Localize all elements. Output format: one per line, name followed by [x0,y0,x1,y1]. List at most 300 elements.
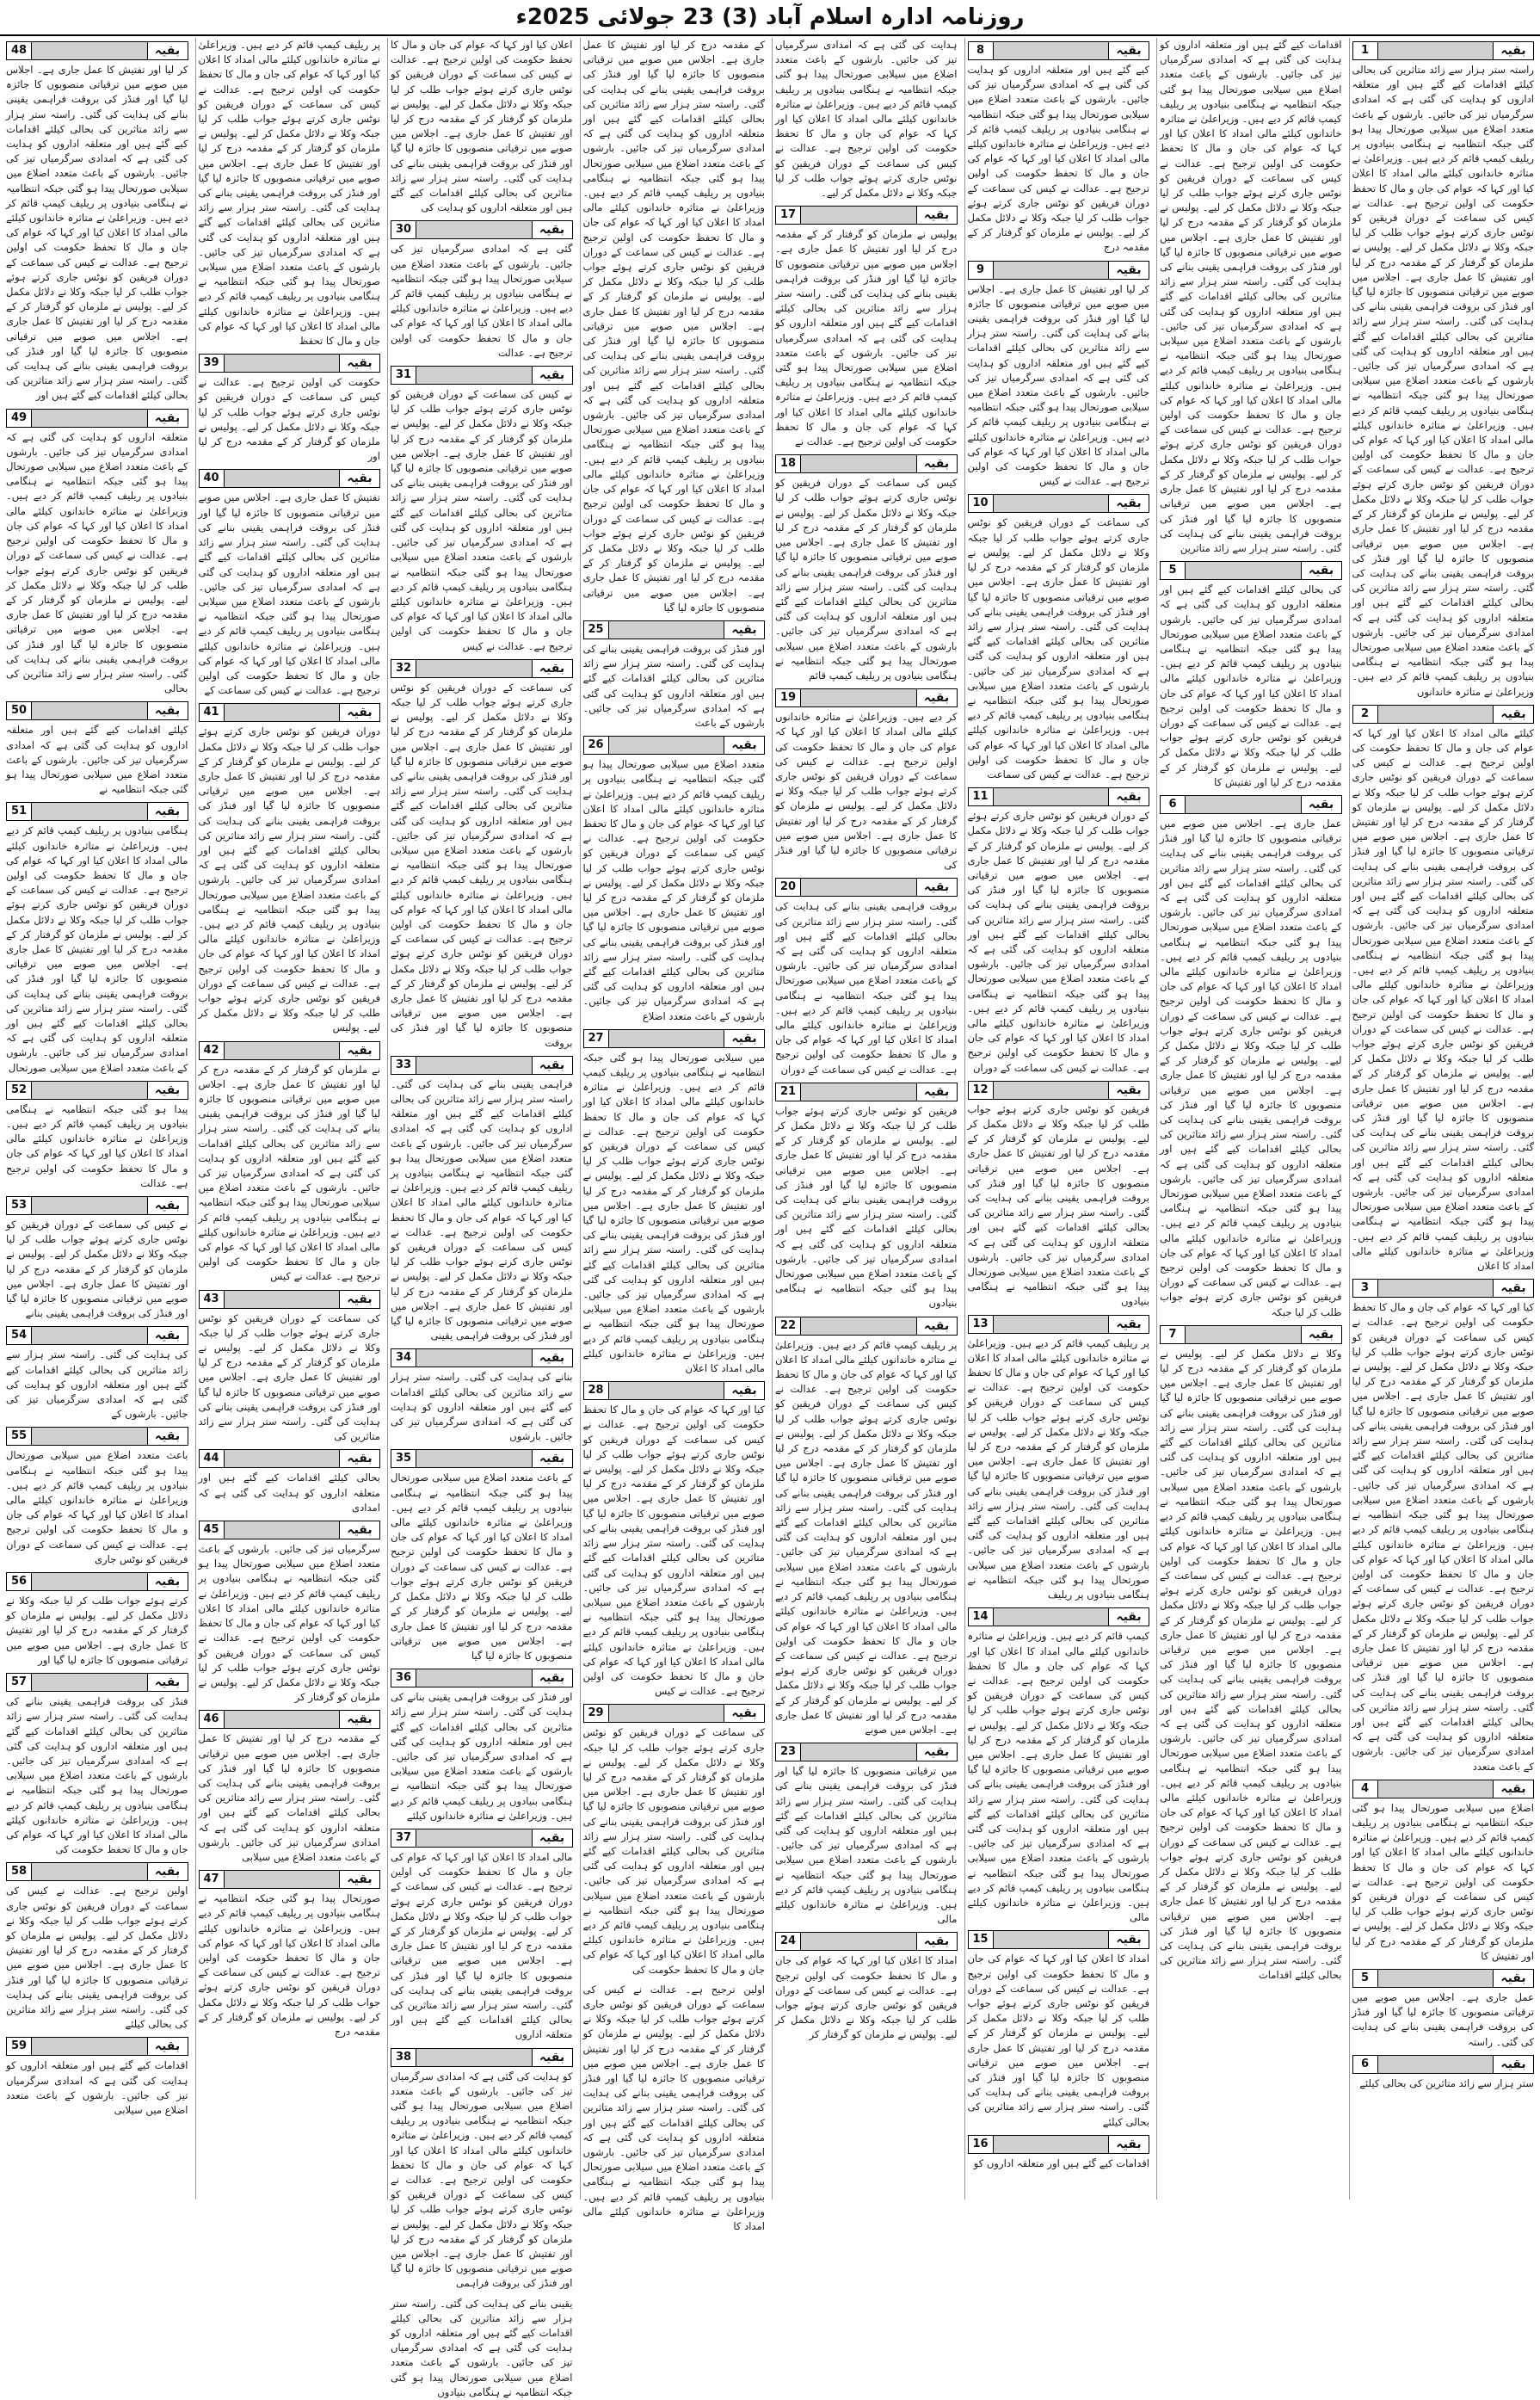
continuation-label: بقیہ [917,1743,958,1761]
header-band [416,1669,533,1687]
header-band [994,1930,1110,1949]
article-text: کیے گئے ہیں اور متعلقہ اداروں کو ہدایت کی گئی ہے کہ امدادی سرگرمیاں تیز کی جائیں۔ بارشوں کے باعث متعدد اضلاع میں سیلابی صورتحال پیدا ہو گئی جبکہ انتظامیہ نے ہنگامی بنیادوں پر ریلیف کیمپ قائم کر دیے ہیں۔ وزیراعلیٰ نے متاثرہ خاندانوں کیلئے مالی امداد کا اعلان کیا اور کہا کہ عوام کی جان و مال کا تحفظ حکومت کی اولین ترجیح ہے۔ عدالت نے کیس کی سماعت کے دوران فریقین کو نوٹس جاری کرتے ہوئے جواب طلب کر لیا جبکہ وکلا نے دلائل مکمل کر لیے۔ پولیس نے ملزمان کو گرفتار کر کے مقدمہ درج [967,64,1149,254]
article-text: کیلئے مالی امداد کا اعلان کیا اور کہا کہ عوام کی جان و مال کا تحفظ حکومت کی اولین ترجیح ہے۔ عدالت نے کیس کی سماعت کے دوران فریقین کو نوٹس جاری کرتے ہوئے جواب طلب کر لیا جبکہ وکلا نے دلائل مکمل کر لیے۔ پولیس نے ملزمان کو گرفتار کر کے مقدمہ درج کر لیا اور تفتیش کا عمل جاری ہے۔ اجلاس میں صوبے میں ترقیاتی منصوبوں کا جائزہ لیا گیا اور فنڈز کی بروقت فراہمی یقینی بنانے کی ہدایت کی گئی۔ راستہ ستر ہزار سے زائد متاثرین کی بحالی کیلئے اقدامات کیے گئے ہیں اور متعلقہ اداروں کو ہدایت کی گئی ہے کہ امدادی سرگرمیاں تیز کی جائیں۔ بارشوں کے باعث متعدد اضلاع میں سیلابی صورتحال پیدا ہو گئی جبکہ انتظامیہ نے ہنگامی بنیادوں پر ریلیف کیمپ قائم کر دیے ہیں۔ وزیراعلیٰ نے متاثرہ خاندانوں کیلئے مالی امداد کا اعلان کیا اور کہا کہ عوام کی جان و مال کا تحفظ حکومت کی اولین ترجیح ہے۔ عدالت نے کیس کی سماعت کے دوران فریقین کو نوٹس جاری کرتے ہوئے جواب طلب کر لیا جبکہ وکلا نے دلائل مکمل کر لیے۔ پولیس نے ملزمان کو گرفتار کر کے مقدمہ درج کر لیا اور تفتیش کا عمل جاری ہے۔ اجلاس میں صوبے میں ترقیاتی منصوبوں کا جائزہ لیا گیا اور فنڈز کی بروقت فراہمی یقینی بنانے کی ہدایت کی گئی۔ راستہ ستر ہزار سے زائد متاثرین کی بحالی کیلئے اقدامات کیے گئے ہیں اور متعلقہ اداروں کو ہدایت کی گئی ہے کہ امدادی سرگرمیاں تیز کی جائیں۔ بارشوں کے باعث متعدد اضلاع میں سیلابی صورتحال پیدا ہو گئی جبکہ انتظامیہ نے ہنگامی بنیادوں پر ریلیف کیمپ قائم کر دیے ہیں۔ وزیراعلیٰ نے متاثرہ خاندانوں کیلئے مالی امداد کا اعلان [1352,726,1534,1273]
continuation-block [391,1056,573,1344]
continuation-number: 31 [391,366,416,385]
continuation-header [6,1572,188,1591]
continuation-number: 26 [583,736,609,755]
continuation-label: بقیہ [1109,787,1149,806]
continuation-header [1352,1279,1535,1298]
continuation-label: بقیہ [533,1669,573,1687]
continuation-header [6,2037,188,2056]
header-band [801,878,917,897]
header-band [416,659,533,678]
article-text: کے دوران فریقین کو نوٹس جاری کرتے ہوئے جواب طلب کر لیا جبکہ وکلا نے دلائل مکمل کر لیے۔ پولیس نے ملزمان کو گرفتار کر کے مقدمہ درج کر لیا اور تفتیش کا عمل جاری ہے۔ اجلاس میں صوبے میں ترقیاتی منصوبوں کا جائزہ لیا گیا اور فنڈز کی بروقت فراہمی یقینی بنانے کی ہدایت کی گئی۔ راستہ ستر ہزار سے زائد متاثرین کی بحالی کیلئے اقدامات کیے گئے ہیں اور متعلقہ اداروں کو ہدایت کی گئی ہے کہ امدادی سرگرمیاں تیز کی جائیں۔ بارشوں کے باعث متعدد اضلاع میں سیلابی صورتحال پیدا ہو گئی جبکہ انتظامیہ نے ہنگامی بنیادوں پر ریلیف کیمپ قائم کر دیے ہیں۔ وزیراعلیٰ نے متاثرہ خاندانوں کیلئے مالی امداد کا اعلان کیا اور کہا کہ عوام کی جان و مال کا تحفظ حکومت کی اولین ترجیح ہے۔ عدالت نے کیس کی سماعت کے دوران [967,810,1149,1074]
news-column-4 [772,38,960,2199]
header-band [994,1081,1110,1100]
continuation-header [583,1381,766,1400]
article-text: کی سماعت کے دوران فریقین کو نوٹس جاری کرتے ہوئے جواب طلب کر لیا جبکہ وکلا نے دلائل مکمل کر لیے۔ پولیس نے ملزمان کو گرفتار کر کے مقدمہ درج کر لیا اور تفتیش کا عمل جاری ہے۔ اجلاس میں صوبے میں ترقیاتی منصوبوں کا جائزہ لیا گیا اور فنڈز کی بروقت فراہمی یقینی بنانے کی ہدایت کی گئی۔ راستہ ستر ہزار سے زائد متاثرین کی [198,1311,380,1443]
continuation-header [968,2135,1150,2154]
continuation-label: بقیہ [148,2037,188,2056]
header-band [32,1196,148,1215]
continuation-block [199,1041,381,1285]
continuation-header [583,1704,766,1723]
continuation-header [775,688,958,707]
continuation-number: 47 [199,1870,225,1889]
continuation-block [6,802,188,1075]
continuation-label: بقیہ [724,1029,765,1048]
continuation-header [583,736,766,755]
continuation-header [968,494,1150,513]
news-column-1 [1349,38,1537,2199]
news-column-7 [195,38,384,2199]
columns-container [3,38,1537,2398]
continuation-number: 22 [775,1317,801,1336]
article-text: اعلان کیا اور کہا کہ عوام کی جان و مال کا تحفظ حکومت کی اولین ترجیح ہے۔ عدالت نے کیس کی سماعت کے دوران فریقین کو نوٹس جاری کرتے ہوئے جواب طلب کر لیا جبکہ وکلا نے دلائل مکمل کر لیے۔ پولیس نے ملزمان کو گرفتار کر کے مقدمہ درج کر لیا اور تفتیش کا عمل جاری ہے۔ اجلاس میں صوبے میں ترقیاتی منصوبوں کا جائزہ لیا گیا اور فنڈز کی بروقت فراہمی یقینی بنانے کی ہدایت کی گئی۔ راستہ ستر ہزار سے زائد متاثرین کی بحالی کیلئے اقدامات کیے گئے ہیں اور متعلقہ اداروں کو ہدایت کی [391,39,573,214]
continuation-header [1352,2055,1535,2074]
article-text: عمل جاری ہے۔ اجلاس میں صوبے میں ترقیاتی منصوبوں کا جائزہ لیا گیا اور فنڈز کی بروقت فراہمی یقینی بنانے کی ہدایت کی گئی۔ راستہ [1352,1990,1534,2048]
continuation-label: بقیہ [340,1521,380,1539]
continuation-header [391,1829,573,1848]
header-band [1378,2055,1494,2074]
continuation-label: بقیہ [340,1290,380,1309]
continuation-number: 13 [968,1315,994,1334]
header-band [225,1710,341,1729]
article-text: راستہ ستر ہزار سے زائد متاثرین کی بحالی کیلئے اقدامات کیے گئے ہیں اور متعلقہ اداروں کو ہدایت کی گئی ہے کہ امدادی سرگرمیاں تیز کی جائیں۔ بارشوں کے باعث متعدد اضلاع میں سیلابی صورتحال پیدا ہو گئی جبکہ انتظامیہ نے ہنگامی بنیادوں پر ریلیف کیمپ قائم کر دیے ہیں۔ وزیراعلیٰ نے متاثرہ خاندانوں کیلئے مالی امداد کا اعلان کیا اور کہا کہ عوام کی جان و مال کا تحفظ حکومت کی اولین ترجیح ہے۔ عدالت نے کیس کی سماعت کے دوران فریقین کو نوٹس جاری کرتے ہوئے جواب طلب کر لیا جبکہ وکلا نے دلائل مکمل کر لیے۔ پولیس نے ملزمان کو گرفتار کر کے مقدمہ درج کر لیا اور تفتیش کا عمل جاری ہے۔ اجلاس میں صوبے میں ترقیاتی منصوبوں کا جائزہ لیا گیا اور فنڈز کی بروقت فراہمی یقینی بنانے کی ہدایت کی گئی۔ راستہ ستر ہزار سے زائد متاثرین کی بحالی کیلئے اقدامات کیے گئے ہیں اور متعلقہ اداروں کو ہدایت کی گئی ہے کہ امدادی سرگرمیاں تیز کی جائیں۔ بارشوں کے باعث متعدد اضلاع میں سیلابی صورتحال پیدا ہو گئی جبکہ انتظامیہ نے ہنگامی بنیادوں پر ریلیف کیمپ قائم کر دیے ہیں۔ وزیراعلیٰ نے متاثرہ خاندانوں کیلئے مالی امداد کا اعلان کیا اور کہا کہ عوام کی جان و مال کا تحفظ حکومت کی اولین ترجیح ہے۔ عدالت نے کیس کی سماعت کے دوران فریقین کو نوٹس جاری کرتے ہوئے جواب طلب کر لیا جبکہ وکلا نے دلائل مکمل کر لیے۔ پولیس نے ملزمان کو گرفتار کر کے مقدمہ درج کر لیا اور تفتیش کا عمل جاری ہے۔ اجلاس میں صوبے میں ترقیاتی منصوبوں کا جائزہ لیا گیا اور فنڈز کی بروقت فراہمی یقینی بنانے کی ہدایت کی گئی۔ راستہ ستر ہزار سے زائد متاثرین کی بحالی کیلئے اقدامات کیے گئے ہیں اور متعلقہ اداروں کو ہدایت کی گئی ہے کہ امدادی سرگرمیاں تیز کی جائیں۔ بارشوں کے باعث متعدد اضلاع میں سیلابی صورتحال پیدا ہو گئی جبکہ انتظامیہ نے ہنگامی بنیادوں پر ریلیف کیمپ قائم کر دیے ہیں۔ وزیراعلیٰ نے متاثرہ خاندانوں [1352,64,1534,698]
header-band [1378,1279,1494,1298]
news-column-2 [1156,38,1345,2199]
continuation-header [775,1932,958,1951]
header-band [32,1862,148,1881]
continuation-label: بقیہ [148,1081,188,1100]
header-band [1186,561,1302,580]
continuation-header [6,1862,188,1881]
continuation-block [6,2037,188,2118]
news-column-8 [3,38,191,2199]
article-text: ہنگامی بنیادوں پر ریلیف کیمپ قائم کر دیے ہیں۔ وزیراعلیٰ نے متاثرہ خاندانوں کیلئے مالی امداد کا اعلان کیا اور کہا کہ عوام کی جان و مال کا تحفظ حکومت کی اولین ترجیح ہے۔ عدالت نے کیس کی سماعت کے دوران فریقین کو نوٹس جاری کرتے ہوئے جواب طلب کر لیا جبکہ وکلا نے دلائل مکمل کر لیے۔ پولیس نے ملزمان کو گرفتار کر کے مقدمہ درج کر لیا اور تفتیش کا عمل جاری ہے۔ اجلاس میں صوبے میں ترقیاتی منصوبوں کا جائزہ لیا گیا اور فنڈز کی بروقت فراہمی یقینی بنانے کی ہدایت کی گئی۔ راستہ ستر ہزار سے زائد متاثرین کی بحالی کیلئے اقدامات کیے گئے ہیں اور متعلقہ اداروں کو ہدایت کی گئی ہے کہ امدادی سرگرمیاں تیز کی جائیں۔ بارشوں کے باعث متعدد اضلاع میں سیلابی صورتحال [6,824,188,1074]
continuation-label: بقیہ [917,878,958,897]
article-text: میں سیلابی صورتحال پیدا ہو گئی جبکہ انتظامیہ نے ہنگامی بنیادوں پر ریلیف کیمپ قائم کر دیے ہیں۔ وزیراعلیٰ نے متاثرہ خاندانوں کیلئے مالی امداد کا اعلان کیا اور کہا کہ عوام کی جان و مال کا تحفظ حکومت کی اولین ترجیح ہے۔ عدالت نے کیس کی سماعت کے دوران فریقین کو نوٹس جاری کرتے ہوئے جواب طلب کر لیا جبکہ وکلا نے دلائل مکمل کر لیے۔ پولیس نے ملزمان کو گرفتار کر کے مقدمہ درج کر لیا اور تفتیش کا عمل جاری ہے۔ اجلاس میں صوبے میں ترقیاتی منصوبوں کا جائزہ لیا گیا اور فنڈز کی بروقت فراہمی یقینی بنانے کی ہدایت کی گئی۔ راستہ ستر ہزار سے زائد متاثرین کی بحالی کیلئے اقدامات کیے گئے ہیں اور متعلقہ اداروں کو ہدایت کی گئی ہے کہ امدادی سرگرمیاں تیز کی جائیں۔ بارشوں کے باعث متعدد اضلاع میں سیلابی صورتحال پیدا ہو گئی جبکہ انتظامیہ نے ہنگامی بنیادوں پر ریلیف کیمپ قائم کر دیے ہیں۔ وزیراعلیٰ نے متاثرہ خاندانوں کیلئے مالی امداد کا اعلان [582,1051,765,1375]
continuation-block [775,1083,958,1311]
article-text: متعدد اضلاع میں سیلابی صورتحال پیدا ہو گئی جبکہ انتظامیہ نے ہنگامی بنیادوں پر ریلیف کیمپ قائم کر دیے ہیں۔ وزیراعلیٰ نے متاثرہ خاندانوں کیلئے مالی امداد کا اعلان کیا اور کہا کہ عوام کی جان و مال کا تحفظ حکومت کی اولین ترجیح ہے۔ عدالت نے کیس کی سماعت کے دوران فریقین کو نوٹس جاری کرتے ہوئے جواب طلب کر لیا جبکہ وکلا نے دلائل مکمل کر لیے۔ پولیس نے ملزمان کو گرفتار کر کے مقدمہ درج کر لیا اور تفتیش کا عمل جاری ہے۔ اجلاس میں صوبے میں ترقیاتی منصوبوں کا جائزہ لیا گیا اور فنڈز کی بروقت فراہمی یقینی بنانے کی ہدایت کی گئی۔ راستہ ستر ہزار سے زائد متاثرین کی بحالی کیلئے اقدامات کیے گئے ہیں اور متعلقہ اداروں کو ہدایت کی گئی ہے کہ امدادی سرگرمیاں تیز کی جائیں۔ بارشوں کے باعث متعدد اضلاع [582,758,765,1022]
article-text: کر دیے ہیں۔ وزیراعلیٰ نے متاثرہ خاندانوں کیلئے مالی امداد کا اعلان کیا اور کہا کہ عوام کی جان و مال کا تحفظ حکومت کی اولین ترجیح ہے۔ عدالت نے کیس کی سماعت کے دوران فریقین کو نوٹس جاری کرتے ہوئے جواب طلب کر لیا جبکہ وکلا نے دلائل مکمل کر لیے۔ پولیس نے ملزمان کو گرفتار کر کے مقدمہ درج کر لیا اور تفتیش کا عمل جاری ہے۔ اجلاس میں صوبے میں ترقیاتی منصوبوں کا جائزہ لیا گیا اور فنڈز کی [775,711,958,872]
continuation-header [1352,41,1535,60]
continuation-number: 55 [6,1427,32,1446]
continuation-label: بقیہ [148,1572,188,1591]
continuation-block [6,1572,188,1668]
article-text: کی بحالی کیلئے اقدامات کیے گئے ہیں اور متعلقہ اداروں کو ہدایت کی گئی ہے کہ امدادی سرگرمیاں تیز کی جائیں۔ بارشوں کے باعث متعدد اضلاع میں سیلابی صورتحال پیدا ہو گئی جبکہ انتظامیہ نے ہنگامی بنیادوں پر ریلیف کیمپ قائم کر دیے ہیں۔ وزیراعلیٰ نے متاثرہ خاندانوں کیلئے مالی امداد کا اعلان کیا اور کہا کہ عوام کی جان و مال کا تحفظ حکومت کی اولین ترجیح ہے۔ عدالت نے کیس کی سماعت کے دوران فریقین کو نوٹس جاری کرتے ہوئے جواب طلب کر لیا جبکہ وکلا نے دلائل مکمل کر لیے۔ پولیس نے ملزمان کو گرفتار کر کے مقدمہ درج کر لیا اور تفتیش کا [1160,583,1342,788]
continuation-block [583,1381,766,1699]
header-band [801,454,917,473]
header-band [416,1449,533,1468]
continuation-number: 58 [6,1862,32,1881]
article-text: باعث متعدد اضلاع میں سیلابی صورتحال پیدا ہو گئی جبکہ انتظامیہ نے ہنگامی بنیادوں پر ریلیف کیمپ قائم کر دیے ہیں۔ وزیراعلیٰ نے متاثرہ خاندانوں کیلئے مالی امداد کا اعلان کیا اور کہا کہ عوام کی جان و مال کا تحفظ حکومت کی اولین ترجیح ہے۔ عدالت نے کیس کی سماعت کے دوران فریقین کو نوٹس جاری [6,1449,188,1565]
article-text: میں ترقیاتی منصوبوں کا جائزہ لیا گیا اور فنڈز کی بروقت فراہمی یقینی بنانے کی ہدایت کی گئی۔ راستہ ستر ہزار سے زائد متاثرین کی بحالی کیلئے اقدامات کیے گئے ہیں اور متعلقہ اداروں کو ہدایت کی گئی ہے کہ امدادی سرگرمیاں تیز کی جائیں۔ بارشوں کے باعث متعدد اضلاع میں سیلابی صورتحال پیدا ہو گئی جبکہ انتظامیہ نے ہنگامی بنیادوں پر ریلیف کیمپ قائم کر دیے ہیں۔ وزیراعلیٰ نے متاثرہ خاندانوں کیلئے مالی [775,1765,958,1926]
continuation-header [775,1083,958,1101]
continuation-block [1352,705,1535,1274]
header-band [32,1572,148,1591]
news-column-3 [964,38,1153,2199]
continuation-header [775,206,958,225]
header-band [416,220,533,239]
continuation-block [968,41,1150,256]
continuation-header [6,1326,188,1345]
header-band [609,1029,725,1048]
header-band [32,1427,148,1446]
continuation-label: بقیہ [148,802,188,821]
article-text: فریقین کو نوٹس جاری کرتے ہوئے جواب طلب کر لیا جبکہ وکلا نے دلائل مکمل کر لیے۔ پولیس نے ملزمان کو گرفتار کر کے مقدمہ درج کر لیا اور تفتیش کا عمل جاری ہے۔ اجلاس میں صوبے میں ترقیاتی منصوبوں کا جائزہ لیا گیا اور فنڈز کی بروقت فراہمی یقینی بنانے کی ہدایت کی گئی۔ راستہ ستر ہزار سے زائد متاثرین کی بحالی کیلئے اقدامات کیے گئے ہیں اور متعلقہ اداروں کو ہدایت کی گئی ہے کہ امدادی سرگرمیاں تیز کی جائیں۔ بارشوں کے باعث متعدد اضلاع میں سیلابی صورتحال پیدا ہو گئی جبکہ انتظامیہ نے ہنگامی بنیادوں [775,1104,958,1310]
article-text: یقینی بنانے کی ہدایت کی گئی۔ راستہ ستر ہزار سے زائد متاثرین کی بحالی کیلئے اقدامات کیے گئے ہیں اور متعلقہ اداروں کو ہدایت کی گئی ہے کہ امدادی سرگرمیاں تیز کی جائیں۔ بارشوں کے باعث متعدد اضلاع میں سیلابی صورتحال پیدا ہو گئی جبکہ انتظامیہ نے ہنگامی بنیادوں [391,2297,573,2398]
article-text: سرگرمیاں تیز کی جائیں۔ بارشوں کے باعث متعدد اضلاع میں سیلابی صورتحال پیدا ہو گئی جبکہ انتظامیہ نے ہنگامی بنیادوں پر ریلیف کیمپ قائم کر دیے ہیں۔ وزیراعلیٰ نے متاثرہ خاندانوں کیلئے مالی امداد کا اعلان کیا اور کہا کہ عوام کی جان و مال کا تحفظ حکومت کی اولین ترجیح ہے۔ عدالت نے کیس کی سماعت کے دوران فریقین کو نوٹس جاری کرتے ہوئے جواب طلب کر لیا جبکہ وکلا نے دلائل مکمل کر لیے۔ پولیس نے ملزمان کو گرفتار کر [198,1543,380,1704]
continuation-block [1352,1969,1535,2050]
continuation-label: بقیہ [340,1041,380,1060]
article-text: عمل جاری ہے۔ اجلاس میں صوبے میں ترقیاتی منصوبوں کا جائزہ لیا گیا اور فنڈز کی بروقت فراہمی یقینی بنانے کی ہدایت کی گئی۔ راستہ ستر ہزار سے زائد متاثرین کی بحالی کیلئے اقدامات کیے گئے ہیں اور متعلقہ اداروں کو ہدایت کی گئی ہے کہ امدادی سرگرمیاں تیز کی جائیں۔ بارشوں کے باعث متعدد اضلاع میں سیلابی صورتحال پیدا ہو گئی جبکہ انتظامیہ نے ہنگامی بنیادوں پر ریلیف کیمپ قائم کر دیے ہیں۔ وزیراعلیٰ نے متاثرہ خاندانوں کیلئے مالی امداد کا اعلان کیا اور کہا کہ عوام کی جان و مال کا تحفظ حکومت کی اولین ترجیح ہے۔ عدالت نے کیس کی سماعت کے دوران فریقین کو نوٹس جاری کرتے ہوئے جواب طلب کر لیا جبکہ وکلا نے دلائل مکمل کر لیے۔ پولیس نے ملزمان کو گرفتار کر کے مقدمہ درج کر لیا اور تفتیش کا عمل جاری ہے۔ اجلاس میں صوبے میں ترقیاتی منصوبوں کا جائزہ لیا گیا اور فنڈز کی بروقت فراہمی یقینی بنانے کی ہدایت کی گئی۔ راستہ ستر ہزار سے زائد متاثرین کی بحالی کیلئے اقدامات کیے گئے ہیں اور متعلقہ اداروں کو ہدایت کی گئی ہے کہ امدادی سرگرمیاں تیز کی جائیں۔ بارشوں کے باعث متعدد اضلاع میں سیلابی صورتحال پیدا ہو گئی جبکہ انتظامیہ نے ہنگامی بنیادوں پر ریلیف کیمپ قائم کر دیے ہیں۔ وزیراعلیٰ نے متاثرہ خاندانوں کیلئے مالی امداد کا اعلان کیا اور کہا کہ عوام کی جان و مال کا تحفظ حکومت کی اولین ترجیح ہے۔ عدالت نے کیس کی سماعت کے دوران فریقین کو نوٹس جاری کرتے ہوئے جواب طلب کر لیا جبکہ [1160,817,1342,1318]
continuation-label: بقیہ [1494,41,1534,60]
continuation-block [199,1870,381,2039]
continuation-block [6,701,188,797]
continuation-header [6,802,188,821]
continuation-block [968,261,1150,490]
continuation-number: 9 [968,261,994,280]
continuation-block [968,787,1150,1076]
continuation-label: بقیہ [148,1427,188,1446]
continuation-header [968,1930,1150,1949]
continuation-label: بقیہ [533,1829,573,1848]
continuation-label: بقیہ [148,1196,188,1215]
header-band [1378,705,1494,724]
continuation-label: بقیہ [340,703,380,722]
continuation-number: 14 [968,1607,994,1626]
article-text: کرتے ہوئے جواب طلب کر لیا جبکہ وکلا نے دلائل مکمل کر لیے۔ پولیس نے ملزمان کو گرفتار کر کے مقدمہ درج کر لیا اور تفتیش کا عمل جاری ہے۔ اجلاس میں صوبے میں ترقیاتی منصوبوں کا جائزہ لیا گیا اور [6,1595,188,1666]
continuation-number: 39 [199,354,225,373]
header-band [994,787,1110,806]
article-text: پولیس نے ملزمان کو گرفتار کر کے مقدمہ درج کر لیا اور تفتیش کا عمل جاری ہے۔ اجلاس میں صوبے میں ترقیاتی منصوبوں کا جائزہ لیا گیا اور فنڈز کی بروقت فراہمی یقینی بنانے کی ہدایت کی گئی۔ راستہ ستر ہزار سے زائد متاثرین کی بحالی کیلئے اقدامات کیے گئے ہیں اور متعلقہ اداروں کو ہدایت کی گئی ہے کہ امدادی سرگرمیاں تیز کی جائیں۔ بارشوں کے باعث متعدد اضلاع میں سیلابی صورتحال پیدا ہو گئی جبکہ انتظامیہ نے ہنگامی بنیادوں پر ریلیف کیمپ قائم کر دیے ہیں۔ وزیراعلیٰ نے متاثرہ خاندانوں کیلئے مالی امداد کا اعلان کیا اور کہا کہ عوام کی جان و مال کا تحفظ حکومت کی اولین ترجیح ہے۔ عدالت نے [775,228,958,448]
article-text: نے کیس کی سماعت کے دوران فریقین کو نوٹس جاری کرتے ہوئے جواب طلب کر لیا جبکہ وکلا نے دلائل مکمل کر لیے۔ پولیس نے ملزمان کو گرفتار کر کے مقدمہ درج کر لیا اور تفتیش کا عمل جاری ہے۔ اجلاس میں صوبے میں ترقیاتی منصوبوں کا جائزہ لیا گیا اور فنڈز کی بروقت فراہمی یقینی بنانے [6,1219,188,1320]
continuation-block [583,1029,766,1376]
header-band [1378,41,1494,60]
continuation-number: 41 [199,703,225,722]
continuation-block [1160,795,1342,1320]
continuation-label: بقیہ [340,1449,380,1468]
continuation-label: بقیہ [340,1870,380,1889]
continuation-header [6,1081,188,1100]
article-text: پر ریلیف کیمپ قائم کر دیے ہیں۔ وزیراعلیٰ نے متاثرہ خاندانوں کیلئے مالی امداد کا اعلان کیا اور کہا کہ عوام کی جان و مال کا تحفظ حکومت کی اولین ترجیح ہے۔ عدالت نے کیس کی سماعت کے دوران فریقین کو نوٹس جاری کرتے ہوئے جواب طلب کر لیا جبکہ وکلا نے دلائل مکمل کر لیے۔ پولیس نے ملزمان کو گرفتار کر کے مقدمہ درج کر لیا اور تفتیش کا عمل جاری ہے۔ اجلاس میں صوبے میں ترقیاتی منصوبوں کا جائزہ لیا گیا اور فنڈز کی بروقت فراہمی یقینی بنانے کی ہدایت کی گئی۔ راستہ ستر ہزار سے زائد متاثرین کی بحالی کیلئے اقدامات کیے گئے ہیں اور متعلقہ اداروں کو ہدایت کی گئی ہے کہ امدادی سرگرمیاں تیز کی جائیں۔ بارشوں کے باعث متعدد اضلاع میں سیلابی صورتحال پیدا ہو گئی جبکہ انتظامیہ نے ہنگامی بنیادوں پر ریلیف [967,1336,1149,1601]
continuation-number: 23 [775,1743,801,1761]
article-text: حکومت کی اولین ترجیح ہے۔ عدالت نے کیس کی سماعت کے دوران فریقین کو نوٹس جاری کرتے ہوئے جواب طلب کر لیا جبکہ وکلا نے دلائل مکمل کر لیے۔ پولیس نے ملزمان کو گرفتار کر کے مقدمہ درج کر لیا اور [198,376,380,463]
continuation-number: 48 [6,41,32,60]
article-text: دوران فریقین کو نوٹس جاری کرتے ہوئے جواب طلب کر لیا جبکہ وکلا نے دلائل مکمل کر لیے۔ پولیس نے ملزمان کو گرفتار کر کے مقدمہ درج کر لیا اور تفتیش کا عمل جاری ہے۔ اجلاس میں صوبے میں ترقیاتی منصوبوں کا جائزہ لیا گیا اور فنڈز کی بروقت فراہمی یقینی بنانے کی ہدایت کی گئی۔ راستہ ستر ہزار سے زائد متاثرین کی بحالی کیلئے اقدامات کیے گئے ہیں اور متعلقہ اداروں کو ہدایت کی گئی ہے کہ امدادی سرگرمیاں تیز کی جائیں۔ بارشوں کے باعث متعدد اضلاع میں سیلابی صورتحال پیدا ہو گئی جبکہ انتظامیہ نے ہنگامی بنیادوں پر ریلیف کیمپ قائم کر دیے ہیں۔ وزیراعلیٰ نے متاثرہ خاندانوں کیلئے مالی امداد کا اعلان کیا اور کہا کہ عوام کی جان و مال کا تحفظ حکومت کی اولین ترجیح ہے۔ عدالت نے کیس کی سماعت کے دوران فریقین کو نوٹس جاری کرتے ہوئے جواب طلب کر لیا جبکہ وکلا نے دلائل مکمل کر لیے۔ پولیس [198,725,380,1034]
continuation-block [6,41,188,404]
continuation-label: بقیہ [917,1932,958,1951]
continuation-label: بقیہ [1109,41,1149,60]
continuation-number: 11 [968,787,994,806]
continuation-number: 20 [775,878,801,897]
header-band [416,2048,533,2067]
continuation-number: 5 [1160,561,1186,580]
continuation-number: 1 [1352,41,1378,60]
continuation-number: 37 [391,1829,416,1848]
continuation-label: بقیہ [1494,1969,1534,1988]
article-text: اور فنڈز کی بروقت فراہمی یقینی بنانے کی ہدایت کی گئی۔ راستہ ستر ہزار سے زائد متاثرین کی بحالی کیلئے اقدامات کیے گئے ہیں اور متعلقہ اداروں کو ہدایت کی گئی ہے کہ امدادی سرگرمیاں تیز کی جائیں۔ بارشوں کے باعث متعدد اضلاع میں سیلابی صورتحال پیدا ہو گئی جبکہ انتظامیہ نے ہنگامی بنیادوں پر ریلیف کیمپ قائم کر دیے ہیں۔ وزیراعلیٰ نے متاثرہ خاندانوں کیلئے [391,1691,573,1822]
continuation-header [968,41,1150,60]
continuation-label: بقیہ [533,366,573,385]
continuation-block [199,1290,381,1445]
continuation-block [968,494,1150,782]
continuation-header [583,1029,766,1048]
article-text: فنڈز کی بروقت فراہمی یقینی بنانے کی ہدایت کی گئی۔ راستہ ستر ہزار سے زائد متاثرین کی بحالی کیلئے اقدامات کیے گئے ہیں اور متعلقہ اداروں کو ہدایت کی گئی ہے کہ امدادی سرگرمیاں تیز کی جائیں۔ بارشوں کے باعث متعدد اضلاع میں سیلابی صورتحال پیدا ہو گئی جبکہ انتظامیہ نے ہنگامی بنیادوں پر ریلیف کیمپ قائم کر دیے ہیں۔ وزیراعلیٰ نے متاثرہ خاندانوں کیلئے مالی امداد کا اعلان کیا اور کہا کہ عوام کی جان و مال کا تحفظ حکومت کی [6,1695,188,1856]
continuation-label: بقیہ [724,736,765,755]
header-band [32,2037,148,2056]
continuation-number: 17 [775,206,801,225]
continuation-block [199,469,381,698]
continuation-block [6,1081,188,1191]
continuation-label: بقیہ [1302,795,1342,814]
continuation-block [1160,1325,1342,1984]
header-band [225,469,341,488]
continuation-label: بقیہ [533,1056,573,1075]
header-band [801,1932,917,1951]
continuation-number: 16 [968,2135,994,2154]
continuation-block [199,703,381,1035]
continuation-block [199,1710,381,1865]
continuation-number: 51 [6,802,32,821]
header-band [225,1521,341,1539]
continuation-label: بقیہ [533,659,573,678]
continuation-label: بقیہ [1109,1081,1149,1100]
header-band [225,1290,341,1309]
masthead-title: روزنامہ ادارہ اسلام آباد (3) 23 جولائی 2025ء [0,0,1540,36]
article-text: فراہمی یقینی بنانے کی ہدایت کی گئی۔ راستہ ستر ہزار سے زائد متاثرین کی بحالی کیلئے اقدامات کیے گئے ہیں اور متعلقہ اداروں کو ہدایت کی گئی ہے کہ امدادی سرگرمیاں تیز کی جائیں۔ بارشوں کے باعث متعدد اضلاع میں سیلابی صورتحال پیدا ہو گئی جبکہ انتظامیہ نے ہنگامی بنیادوں پر ریلیف کیمپ قائم کر دیے ہیں۔ وزیراعلیٰ نے متاثرہ خاندانوں کیلئے مالی امداد کا اعلان کیا اور کہا کہ عوام کی جان و مال کا تحفظ حکومت کی اولین ترجیح ہے۔ عدالت نے کیس کی سماعت کے دوران فریقین کو نوٹس جاری کرتے ہوئے جواب طلب کر لیا جبکہ وکلا نے دلائل مکمل کر لیے۔ پولیس نے ملزمان کو گرفتار کر کے مقدمہ درج کر لیا اور تفتیش کا عمل جاری ہے۔ اجلاس میں صوبے میں ترقیاتی منصوبوں کا جائزہ لیا گیا اور فنڈز کی بروقت فراہمی یقینی [391,1077,573,1342]
continuation-label: بقیہ [724,1381,765,1400]
continuation-header [391,1449,573,1468]
continuation-header [199,469,381,488]
continuation-number: 53 [6,1196,32,1215]
continuation-block [391,1829,573,2043]
continuation-header [775,1317,958,1336]
continuation-number: 10 [968,494,994,513]
continuation-block [968,1081,1150,1310]
continuation-label: بقیہ [724,1704,765,1723]
continuation-number: 35 [391,1449,416,1468]
continuation-label: بقیہ [1109,1607,1149,1626]
article-text: کیا اور کہا کہ عوام کی جان و مال کا تحفظ حکومت کی اولین ترجیح ہے۔ عدالت نے کیس کی سماعت کے دوران فریقین کو نوٹس جاری کرتے ہوئے جواب طلب کر لیا جبکہ وکلا نے دلائل مکمل کر لیے۔ پولیس نے ملزمان کو گرفتار کر کے مقدمہ درج کر لیا اور تفتیش کا عمل جاری ہے۔ اجلاس میں صوبے میں ترقیاتی منصوبوں کا جائزہ لیا گیا اور فنڈز کی بروقت فراہمی یقینی بنانے کی ہدایت کی گئی۔ راستہ ستر ہزار سے زائد متاثرین کی بحالی کیلئے اقدامات کیے گئے ہیں اور متعلقہ اداروں کو ہدایت کی گئی ہے کہ امدادی سرگرمیاں تیز کی جائیں۔ بارشوں کے باعث متعدد اضلاع میں سیلابی صورتحال پیدا ہو گئی جبکہ انتظامیہ نے ہنگامی بنیادوں پر ریلیف کیمپ قائم کر دیے ہیں۔ وزیراعلیٰ نے متاثرہ خاندانوں کیلئے مالی امداد کا اعلان کیا اور کہا کہ عوام کی جان و مال کا تحفظ حکومت کی اولین ترجیح ہے۔ عدالت نے کیس [582,1404,765,1698]
continuation-block [391,366,573,654]
header-band [994,1315,1110,1334]
article-text: نے کیس کی سماعت کے دوران فریقین کو نوٹس جاری کرتے ہوئے جواب طلب کر لیا جبکہ وکلا نے دلائل مکمل کر لیے۔ پولیس نے ملزمان کو گرفتار کر کے مقدمہ درج کر لیا اور تفتیش کا عمل جاری ہے۔ اجلاس میں صوبے میں ترقیاتی منصوبوں کا جائزہ لیا گیا اور فنڈز کی بروقت فراہمی یقینی بنانے کی ہدایت کی گئی۔ راستہ ستر ہزار سے زائد متاثرین کی بحالی کیلئے اقدامات کیے گئے ہیں اور متعلقہ اداروں کو ہدایت کی گئی ہے کہ امدادی سرگرمیاں تیز کی جائیں۔ بارشوں کے باعث متعدد اضلاع میں سیلابی صورتحال پیدا ہو گئی جبکہ انتظامیہ نے ہنگامی بنیادوں پر ریلیف کیمپ قائم کر دیے ہیں۔ وزیراعلیٰ نے متاثرہ خاندانوں کیلئے مالی امداد کا اعلان کیا اور کہا کہ عوام کی جان و مال کا تحفظ حکومت کی اولین ترجیح ہے۔ عدالت نے کیس [391,388,573,652]
header-band [32,409,148,428]
continuation-number: 27 [583,1029,609,1048]
continuation-block [583,38,766,615]
article-text: مالی امداد کا اعلان کیا اور کہا کہ عوام کی جان و مال کا تحفظ حکومت کی اولین ترجیح ہے۔ عدالت نے کیس کی سماعت کے دوران فریقین کو نوٹس جاری کرتے ہوئے جواب طلب کر لیا جبکہ وکلا نے دلائل مکمل کر لیے۔ پولیس نے ملزمان کو گرفتار کر کے مقدمہ درج کر لیا اور تفتیش کا عمل جاری ہے۔ اجلاس میں صوبے میں ترقیاتی منصوبوں کا جائزہ لیا گیا اور فنڈز کی بروقت فراہمی یقینی بنانے کی ہدایت کی گئی۔ راستہ ستر ہزار سے زائد متاثرین کی بحالی کیلئے اقدامات کیے گئے ہیں اور متعلقہ اداروں [391,1850,573,2041]
continuation-number: 4 [1352,1780,1378,1798]
continuation-header [6,1196,188,1215]
article-text: اور فنڈز کی بروقت فراہمی یقینی بنانے کی ہدایت کی گئی۔ راستہ ستر ہزار سے زائد متاثرین کی بحالی کیلئے اقدامات کیے گئے ہیں اور متعلقہ اداروں کو ہدایت کی گئی ہے کہ امدادی سرگرمیاں تیز کی جائیں۔ بارشوں کے باعث [582,642,765,729]
continuation-block [1352,1780,1535,1964]
continuation-number: 25 [583,620,609,639]
continuation-label: بقیہ [917,688,958,707]
continuation-header [391,659,573,678]
article-text: کر لیا اور تفتیش کا عمل جاری ہے۔ اجلاس میں صوبے میں ترقیاتی منصوبوں کا جائزہ لیا گیا اور فنڈز کی بروقت فراہمی یقینی بنانے کی ہدایت کی گئی۔ راستہ ستر ہزار سے زائد متاثرین کی بحالی کیلئے اقدامات کیے گئے ہیں اور متعلقہ اداروں کو ہدایت کی گئی ہے کہ امدادی سرگرمیاں تیز کی جائیں۔ بارشوں کے باعث متعدد اضلاع میں سیلابی صورتحال پیدا ہو گئی جبکہ انتظامیہ نے ہنگامی بنیادوں پر ریلیف کیمپ قائم کر دیے ہیں۔ وزیراعلیٰ نے متاثرہ خاندانوں کیلئے مالی امداد کا اعلان کیا اور کہا کہ عوام کی جان و مال کا تحفظ حکومت کی اولین ترجیح ہے۔ عدالت نے کیس [967,282,1149,488]
continuation-block [6,1862,188,2032]
continuation-block [583,620,766,731]
header-band [609,620,725,639]
header-band [225,1041,341,1060]
continuation-number: 28 [583,1381,609,1400]
continuation-block [1352,1279,1535,1774]
header-band [1378,1969,1494,1988]
header-band [32,41,148,60]
continuation-block [775,1743,958,1927]
continuation-header [968,1081,1150,1100]
continuation-number: 50 [6,701,32,720]
header-band [994,261,1110,280]
header-band [609,1381,725,1400]
continuation-label: بقیہ [148,1673,188,1692]
continuation-label: بقیہ [533,1449,573,1468]
continuation-block [391,2297,573,2400]
continuation-header [775,878,958,897]
continuation-block [6,1673,188,1857]
continuation-block [391,1348,573,1444]
continuation-block [1352,2055,1535,2091]
continuation-number: 57 [6,1673,32,1692]
article-text: کیا اور کہا کہ عوام کی جان و مال کا تحفظ حکومت کی اولین ترجیح ہے۔ عدالت نے کیس کی سماعت کے دوران فریقین کو نوٹس جاری کرتے ہوئے جواب طلب کر لیا جبکہ وکلا نے دلائل مکمل کر لیے۔ پولیس نے ملزمان کو گرفتار کر کے مقدمہ درج کر لیا اور تفتیش کا عمل جاری ہے۔ اجلاس میں صوبے میں ترقیاتی منصوبوں کا جائزہ لیا گیا اور فنڈز کی بروقت فراہمی یقینی بنانے کی ہدایت کی گئی۔ راستہ ستر ہزار سے زائد متاثرین کی بحالی کیلئے اقدامات کیے گئے ہیں اور متعلقہ اداروں کو ہدایت کی گئی ہے کہ امدادی سرگرمیاں تیز کی جائیں۔ بارشوں کے باعث متعدد اضلاع میں سیلابی صورتحال پیدا ہو گئی جبکہ انتظامیہ نے ہنگامی بنیادوں پر ریلیف کیمپ قائم کر دیے ہیں۔ وزیراعلیٰ نے متاثرہ خاندانوں کیلئے مالی امداد کا اعلان کیا اور کہا کہ عوام کی جان و مال کا تحفظ حکومت کی اولین ترجیح ہے۔ عدالت نے کیس کی سماعت کے دوران فریقین کو نوٹس جاری کرتے ہوئے جواب طلب کر لیا جبکہ وکلا نے دلائل مکمل کر لیے۔ پولیس نے ملزمان کو گرفتار کر کے مقدمہ درج کر لیا اور تفتیش کا عمل جاری ہے۔ اجلاس میں صوبے میں ترقیاتی منصوبوں کا جائزہ لیا گیا اور فنڈز کی بروقت فراہمی یقینی بنانے کی ہدایت کی گئی۔ راستہ ستر ہزار سے زائد متاثرین کی بحالی کیلئے اقدامات کیے گئے ہیں اور متعلقہ اداروں کو ہدایت کی گئی ہے کہ امدادی سرگرمیاں تیز کی جائیں۔ بارشوں کے باعث متعدد [1352,1301,1534,1773]
continuation-number: 29 [583,1704,609,1723]
continuation-number: 40 [199,469,225,488]
header-band [994,494,1110,513]
continuation-header [583,620,766,639]
continuation-label: بقیہ [1494,1780,1534,1798]
article-text: پیدا ہو گئی جبکہ انتظامیہ نے ہنگامی بنیادوں پر ریلیف کیمپ قائم کر دیے ہیں۔ وزیراعلیٰ نے متاثرہ خاندانوں کیلئے مالی امداد کا اعلان کیا اور کہا کہ عوام کی جان و مال کا تحفظ حکومت کی اولین ترجیح ہے۔ عدالت [6,1102,188,1189]
continuation-label: بقیہ [917,454,958,473]
continuation-number: 30 [391,220,416,239]
continuation-block [391,220,573,361]
continuation-number: 36 [391,1669,416,1687]
news-column-5 [580,38,768,2233]
header-band [801,1743,917,1761]
continuation-block [391,659,573,1051]
continuation-label: بقیہ [148,701,188,720]
header-band [609,736,725,755]
header-band [225,1870,341,1889]
continuation-label: بقیہ [917,206,958,225]
continuation-label: بقیہ [1494,2055,1534,2074]
continuation-block [1352,41,1535,700]
article-text: کی سماعت کے دوران فریقین کو نوٹس جاری کرتے ہوئے جواب طلب کر لیا جبکہ وکلا نے دلائل مکمل کر لیے۔ پولیس نے ملزمان کو گرفتار کر کے مقدمہ درج کر لیا اور تفتیش کا عمل جاری ہے۔ اجلاس میں صوبے میں ترقیاتی منصوبوں کا جائزہ لیا گیا اور فنڈز کی بروقت فراہمی یقینی بنانے کی ہدایت کی گئی۔ راستہ ستر ہزار سے زائد متاثرین کی بحالی کیلئے اقدامات کیے گئے ہیں اور متعلقہ اداروں کو ہدایت کی گئی ہے کہ امدادی سرگرمیاں تیز کی جائیں۔ بارشوں کے باعث متعدد اضلاع میں سیلابی صورتحال پیدا ہو گئی جبکہ انتظامیہ نے ہنگامی بنیادوں پر ریلیف کیمپ قائم کر دیے ہیں۔ وزیراعلیٰ نے متاثرہ خاندانوں کیلئے مالی امداد کا اعلان کیا اور کہا کہ عوام کی جان و مال کا تحفظ حکومت کی اولین ترجیح ہے۔ عدالت نے کیس کی سماعت [967,516,1149,780]
continuation-header [391,1348,573,1367]
header-band [994,2135,1110,2154]
continuation-number: 6 [1352,2055,1378,2074]
header-band [32,802,148,821]
continuation-label: بقیہ [1302,561,1342,580]
header-band [32,1081,148,1100]
header-band [1378,1780,1494,1798]
article-text: اضلاع میں سیلابی صورتحال پیدا ہو گئی جبکہ انتظامیہ نے ہنگامی بنیادوں پر ریلیف کیمپ قائم کر دیے ہیں۔ وزیراعلیٰ نے متاثرہ خاندانوں کیلئے مالی امداد کا اعلان کیا اور کہا کہ عوام کی جان و مال کا تحفظ حکومت کی اولین ترجیح ہے۔ عدالت نے کیس کی سماعت کے دوران فریقین کو نوٹس جاری کرتے ہوئے جواب طلب کر لیا جبکہ وکلا نے دلائل مکمل کر لیے۔ پولیس نے ملزمان کو گرفتار کر کے مقدمہ درج کر لیا اور تفتیش کا [1352,1801,1534,1962]
continuation-block [199,38,381,349]
continuation-block [583,736,766,1024]
continuation-header [199,1521,381,1539]
continuation-header [391,2048,573,2067]
continuation-number: 34 [391,1348,416,1367]
continuation-block [199,354,381,464]
continuation-number: 52 [6,1081,32,1100]
continuation-block [391,2048,573,2292]
continuation-number: 38 [391,2048,416,2067]
continuation-header [968,787,1150,806]
continuation-label: بقیہ [1109,1930,1149,1949]
header-band [801,688,917,707]
continuation-label: بقیہ [1302,1325,1342,1344]
article-text: اقدامات کیے گئے ہیں اور متعلقہ اداروں کو [973,2156,1149,2169]
article-text: کے مقدمہ درج کر لیا اور تفتیش کا عمل جاری ہے۔ اجلاس میں صوبے میں ترقیاتی منصوبوں کا جائزہ لیا گیا اور فنڈز کی بروقت فراہمی یقینی بنانے کی ہدایت کی گئی۔ راستہ ستر ہزار سے زائد متاثرین کی بحالی کیلئے اقدامات کیے گئے ہیں اور متعلقہ اداروں کو ہدایت کی گئی ہے کہ امدادی سرگرمیاں تیز کی جائیں۔ بارشوں کے باعث متعدد اضلاع میں سیلابی [198,1732,380,1863]
continuation-number: 45 [199,1521,225,1539]
header-band [994,1607,1110,1626]
continuation-number: 15 [968,1930,994,1949]
header-band [32,1673,148,1692]
article-text: متعلقہ اداروں کو ہدایت کی گئی ہے کہ امدادی سرگرمیاں تیز کی جائیں۔ بارشوں کے باعث متعدد اضلاع میں سیلابی صورتحال پیدا ہو گئی جبکہ انتظامیہ نے ہنگامی بنیادوں پر ریلیف کیمپ قائم کر دیے ہیں۔ وزیراعلیٰ نے متاثرہ خاندانوں کیلئے مالی امداد کا اعلان کیا اور کہا کہ عوام کی جان و مال کا تحفظ حکومت کی اولین ترجیح ہے۔ عدالت نے کیس کی سماعت کے دوران فریقین کو نوٹس جاری کرتے ہوئے جواب طلب کر لیا جبکہ وکلا نے دلائل مکمل کر لیے۔ پولیس نے ملزمان کو گرفتار کر کے مقدمہ درج کر لیا اور تفتیش کا عمل جاری ہے۔ اجلاس میں صوبے میں ترقیاتی منصوبوں کا جائزہ لیا گیا اور فنڈز کی بروقت فراہمی یقینی بنانے کی ہدایت کی گئی۔ راستہ ستر ہزار سے زائد متاثرین کی بحالی [6,430,188,695]
article-text: کو ہدایت کی گئی ہے کہ امدادی سرگرمیاں تیز کی جائیں۔ بارشوں کے باعث متعدد اضلاع میں سیلابی صورتحال پیدا ہو گئی جبکہ انتظامیہ نے ہنگامی بنیادوں پر ریلیف کیمپ قائم کر دیے ہیں۔ وزیراعلیٰ نے متاثرہ خاندانوں کیلئے مالی امداد کا اعلان کیا اور کہا کہ عوام کی جان و مال کا تحفظ حکومت کی اولین ترجیح ہے۔ عدالت نے کیس کی سماعت کے دوران فریقین کو نوٹس جاری کرتے ہوئے جواب طلب کر لیا جبکہ وکلا نے دلائل مکمل کر لیے۔ پولیس نے ملزمان کو گرفتار کر کے مقدمہ درج کر لیا اور تفتیش کا عمل جاری ہے۔ اجلاس میں صوبے میں ترقیاتی منصوبوں کا جائزہ لیا گیا اور فنڈز کی بروقت فراہمی [391,2070,573,2290]
continuation-label: بقیہ [1109,494,1149,513]
continuation-number: 24 [775,1932,801,1951]
article-text: کی سماعت کے دوران فریقین کو نوٹس جاری کرتے ہوئے جواب طلب کر لیا جبکہ وکلا نے دلائل مکمل کر لیے۔ پولیس نے ملزمان کو گرفتار کر کے مقدمہ درج کر لیا اور تفتیش کا عمل جاری ہے۔ اجلاس میں صوبے میں ترقیاتی منصوبوں کا جائزہ لیا گیا اور فنڈز کی بروقت فراہمی یقینی بنانے کی ہدایت کی گئی۔ راستہ ستر ہزار سے زائد متاثرین کی بحالی کیلئے اقدامات کیے گئے ہیں اور متعلقہ اداروں کو ہدایت کی گئی ہے کہ امدادی سرگرمیاں تیز کی جائیں۔ بارشوں کے باعث متعدد اضلاع میں سیلابی صورتحال پیدا ہو گئی جبکہ انتظامیہ نے ہنگامی بنیادوں پر ریلیف کیمپ قائم کر دیے ہیں۔ وزیراعلیٰ نے متاثرہ خاندانوں کیلئے مالی امداد کا اعلان کیا اور کہا کہ عوام کی جان و مال کا تحفظ حکومت کی اولین ترجیح ہے۔ عدالت نے کیس کی سماعت کے دوران فریقین کو نوٹس جاری کرتے ہوئے جواب طلب کر لیا جبکہ وکلا نے دلائل مکمل کر لیے۔ پولیس نے ملزمان کو گرفتار کر کے مقدمہ درج کر لیا اور تفتیش کا عمل جاری ہے۔ اجلاس میں صوبے میں ترقیاتی منصوبوں کا جائزہ لیا گیا اور فنڈز کی بروقت [391,681,573,1049]
article-text: بنانے کی ہدایت کی گئی۔ راستہ ستر ہزار سے زائد متاثرین کی بحالی کیلئے اقدامات کیے گئے ہیں اور متعلقہ اداروں کو ہدایت کی گئی ہے کہ امدادی سرگرمیاں تیز کی جائیں۔ بارشوں [391,1371,573,1443]
continuation-number: 19 [775,688,801,707]
continuation-header [391,1669,573,1687]
article-text: کر لیا اور تفتیش کا عمل جاری ہے۔ اجلاس میں صوبے میں ترقیاتی منصوبوں کا جائزہ لیا گیا اور فنڈز کی بروقت فراہمی یقینی بنانے کی ہدایت کی گئی۔ راستہ ستر ہزار سے زائد متاثرین کی بحالی کیلئے اقدامات کیے گئے ہیں اور متعلقہ اداروں کو ہدایت کی گئی ہے کہ امدادی سرگرمیاں تیز کی جائیں۔ بارشوں کے باعث متعدد اضلاع میں سیلابی صورتحال پیدا ہو گئی جبکہ انتظامیہ نے ہنگامی بنیادوں پر ریلیف کیمپ قائم کر دیے ہیں۔ وزیراعلیٰ نے متاثرہ خاندانوں کیلئے مالی امداد کا اعلان کیا اور کہا کہ عوام کی جان و مال کا تحفظ حکومت کی اولین ترجیح ہے۔ عدالت نے کیس کی سماعت کے دوران فریقین کو نوٹس جاری کرتے ہوئے جواب طلب کر لیا جبکہ وکلا نے دلائل مکمل کر لیے۔ پولیس نے ملزمان کو گرفتار کر کے مقدمہ درج کر لیا اور تفتیش کا عمل جاری ہے۔ اجلاس میں صوبے میں ترقیاتی منصوبوں کا جائزہ لیا گیا اور فنڈز کی بروقت فراہمی یقینی بنانے کی ہدایت کی گئی۔ راستہ ستر ہزار سے زائد متاثرین کی بحالی کیلئے اقدامات کیے گئے ہیں اور [6,64,188,402]
continuation-header [391,1056,573,1075]
header-band [32,1326,148,1345]
continuation-number: 18 [775,454,801,473]
continuation-label: بقیہ [533,1348,573,1367]
continuation-block [775,454,958,683]
continuation-number: 59 [6,2037,32,2056]
continuation-header [391,366,573,385]
continuation-block [775,688,958,873]
continuation-number: 8 [968,41,994,60]
continuation-block [391,1449,573,1663]
continuation-header [6,1427,188,1446]
continuation-block [199,1449,381,1515]
continuation-number: 54 [6,1326,32,1345]
header-band [225,703,341,722]
continuation-label: بقیہ [148,409,188,428]
continuation-block [583,1983,766,2234]
article-text: ستر ہزار سے زائد متاثرین کی بحالی کیلئے [1359,2076,1534,2089]
continuation-header [6,41,188,60]
continuation-header [6,409,188,428]
continuation-number: 3 [1352,1279,1378,1298]
header-band [801,1083,917,1101]
header-band [801,206,917,225]
article-text: امداد کا اعلان کیا اور کہا کہ عوام کی جان و مال کا تحفظ حکومت کی اولین ترجیح ہے۔ عدالت نے کیس کی سماعت کے دوران فریقین کو نوٹس جاری کرتے ہوئے جواب طلب کر لیا جبکہ وکلا نے دلائل مکمل کر لیے۔ پولیس نے ملزمان کو گرفتار کر [775,1954,958,2041]
header-band [1186,1325,1302,1344]
continuation-block [775,206,958,449]
continuation-header [199,1041,381,1060]
continuation-number: 49 [6,409,32,428]
continuation-number: 44 [199,1449,225,1468]
continuation-header [1160,561,1342,580]
continuation-header [199,1449,381,1468]
continuation-label: بقیہ [148,1862,188,1881]
continuation-block [391,1669,573,1823]
continuation-block [6,409,188,697]
article-text: پر ریلیف کیمپ قائم کر دیے ہیں۔ وزیراعلیٰ نے متاثرہ خاندانوں کیلئے مالی امداد کا اعلان کیا اور کہا کہ عوام کی جان و مال کا تحفظ حکومت کی اولین ترجیح ہے۔ عدالت نے کیس کی سماعت کے دوران فریقین کو نوٹس جاری کرتے ہوئے جواب طلب کر لیا جبکہ وکلا نے دلائل مکمل کر لیے۔ پولیس نے ملزمان کو گرفتار کر کے مقدمہ درج کر لیا اور تفتیش کا عمل جاری ہے۔ اجلاس میں صوبے میں ترقیاتی منصوبوں کا جائزہ لیا گیا اور فنڈز کی بروقت فراہمی یقینی بنانے کی ہدایت کی گئی۔ راستہ ستر ہزار سے زائد متاثرین کی بحالی کیلئے اقدامات کیے گئے ہیں اور متعلقہ اداروں کو ہدایت کی گئی ہے کہ امدادی سرگرمیاں تیز کی جائیں۔ بارشوں کے باعث متعدد اضلاع میں سیلابی صورتحال پیدا ہو گئی جبکہ انتظامیہ نے ہنگامی بنیادوں پر ریلیف کیمپ قائم کر دیے ہیں۔ وزیراعلیٰ نے متاثرہ خاندانوں کیلئے مالی امداد کا اعلان کیا اور کہا کہ عوام کی جان و مال کا تحفظ [198,39,380,348]
header-band [32,701,148,720]
article-text: کی ہدایت کی گئی۔ راستہ ستر ہزار سے زائد متاثرین کی بحالی کیلئے اقدامات کیے گئے ہیں اور متعلقہ اداروں کو ہدایت کی گئی ہے کہ امدادی سرگرمیاں تیز کی جائیں۔ بارشوں کے [6,1348,188,1421]
header-band [994,41,1110,60]
article-text: اولین ترجیح ہے۔ عدالت نے کیس کی سماعت کے دوران فریقین کو نوٹس جاری کرتے ہوئے جواب طلب کر لیا جبکہ وکلا نے دلائل مکمل کر لیے۔ پولیس نے ملزمان کو گرفتار کر کے مقدمہ درج کر لیا اور تفتیش کا عمل جاری ہے۔ اجلاس میں صوبے میں ترقیاتی منصوبوں کا جائزہ لیا گیا اور فنڈز کی بروقت فراہمی یقینی بنانے کی ہدایت کی گئی۔ راستہ ستر ہزار سے زائد متاثرین کی بحالی کیلئے [6,1885,188,2031]
continuation-number: 33 [391,1056,416,1075]
